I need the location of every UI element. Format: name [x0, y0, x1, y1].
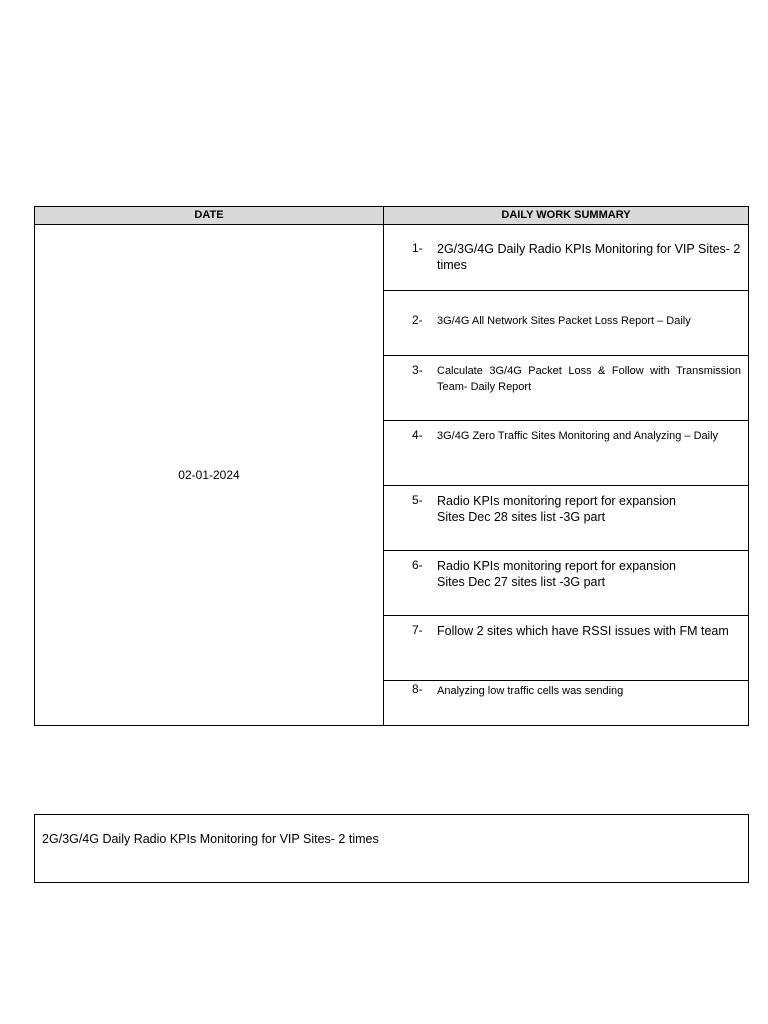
summary-item	[384, 616, 748, 681]
item-number: 7-	[412, 623, 423, 637]
item-number: 2-	[412, 313, 423, 327]
item-number: 5-	[412, 493, 423, 507]
summary-item	[384, 225, 748, 291]
item-text: Calculate 3G/4G Packet Loss & Follow with Transmission Team- Daily Report	[437, 365, 741, 393]
item-number: 4-	[412, 428, 423, 442]
item-text: 3G/4G Zero Traffic Sites Monitoring and Analyzing – Daily	[437, 430, 719, 442]
summary-item	[384, 291, 748, 356]
item-text: 3G/4G All Network Sites Packet Loss Report – Daily	[437, 315, 691, 327]
header-daily-work-summary: DAILY WORK SUMMARY	[384, 207, 748, 225]
daily-work-summary-table	[34, 206, 749, 726]
item-number: 1-	[412, 241, 423, 255]
date-cell	[35, 225, 384, 725]
note-box	[34, 814, 749, 883]
summary-item	[384, 356, 748, 421]
item-text: Follow 2 sites which have RSSI issues with FM team	[437, 624, 729, 638]
date-value: 02-01-2024	[178, 468, 240, 482]
item-number: 6-	[412, 558, 423, 572]
summary-item	[384, 421, 748, 486]
summary-item	[384, 486, 748, 551]
summary-item	[384, 551, 748, 616]
summary-items	[384, 225, 748, 725]
item-text: 2G/3G/4G Daily Radio KPIs Monitoring for VIP Sites- 2 times	[437, 242, 741, 272]
summary-item	[384, 681, 748, 725]
item-text: Radio KPIs monitoring report for expansion Sites Dec 27 sites list -3G part	[437, 559, 677, 589]
item-text: Radio KPIs monitoring report for expansion Sites Dec 28 sites list -3G part	[437, 494, 677, 524]
item-text: Analyzing low traffic cells was sending	[437, 685, 624, 697]
item-number: 3-	[412, 363, 423, 377]
note-text: 2G/3G/4G Daily Radio KPIs Monitoring for VIP Sites- 2 times	[42, 832, 379, 846]
header-date: DATE	[35, 207, 384, 225]
item-number: 8-	[412, 682, 423, 696]
